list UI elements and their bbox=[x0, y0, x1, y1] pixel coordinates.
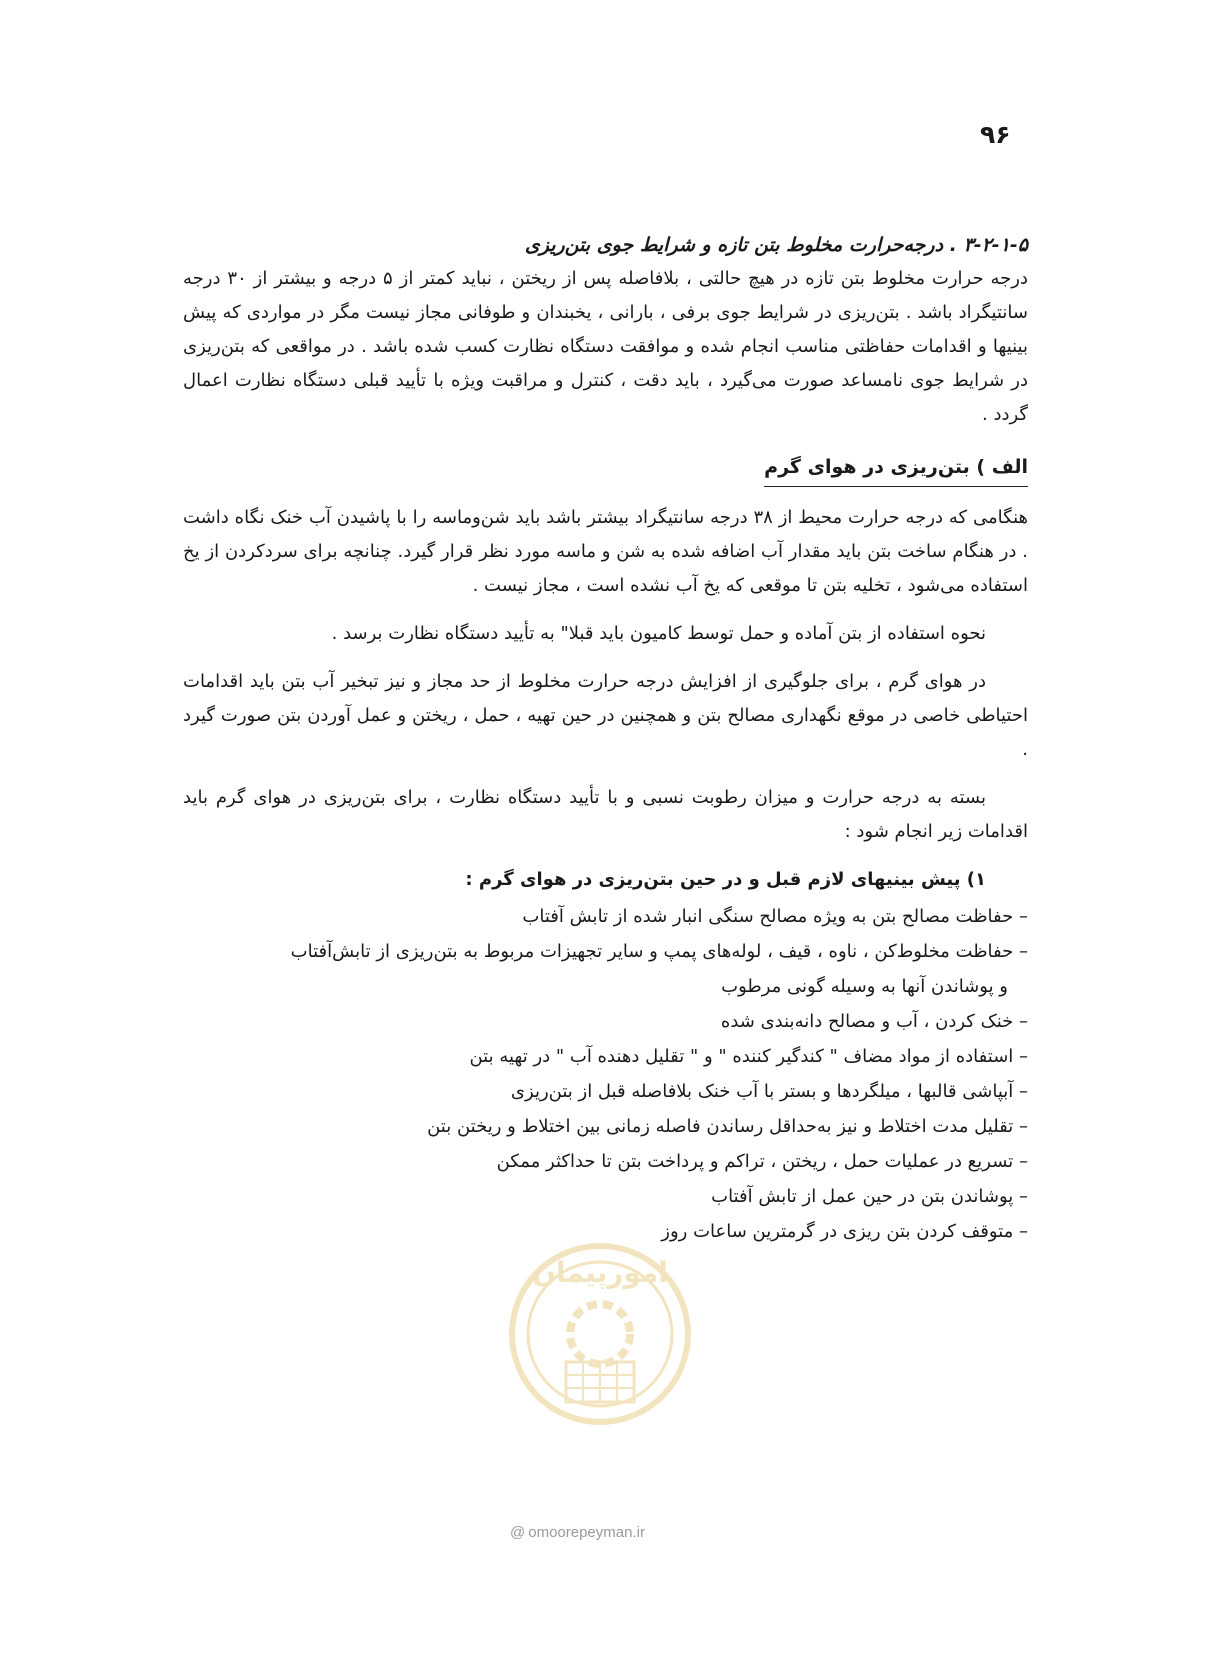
list-item: – استفاده از مواد مضاف " کندگیر کننده " و " تقلیل دهنده آب " در تهیه بتن bbox=[469, 1046, 1028, 1067]
page-content bbox=[183, 228, 1028, 1249]
watermark-site-text: omoorepeyman.ir bbox=[528, 1524, 645, 1541]
section-heading: ۳-۲-۱-۵ . درجه‌حرارت مخلوط بتن تازه و شرایط جوی بتن‌ریزی bbox=[524, 234, 1028, 256]
list-intro: ۱) پیش بینیهای لازم قبل و در حین بتن‌ریزی در هوای گرم : bbox=[465, 869, 986, 890]
list-item: – خنک کردن ، آب و مصالح دانه‌بندی شده bbox=[720, 1011, 1028, 1032]
intro-paragraph: درجه حرارت مخلوط بتن تازه در هیچ حالتی ، بلافاصله پس از ریختن ، نباید کمتر از ۵ درجه و بیشتر از ۳۰ درجه سانتیگراد باشد . بتن‌ریزی در شرایط جوی برفی ، بارانی ، یخبندان و طوفانی مجاز نیست مگر در مواردی که پیش بینیها و اقدامات حفاظتی مناسب انجام شده و موافقت دستگاه نظارت کسب شده باشد . در مواقعی که بتن‌ریزی در شرایط جوی نامساعد صورت می‌گیرد ، باید دقت ، کنترل و مراقبت ویژه با تأیید قبلی دستگاه نظارت اعمال گردد . bbox=[183, 268, 1028, 425]
watermark-seal-text: امورپیمان bbox=[532, 1256, 668, 1289]
at-icon: @ bbox=[510, 1524, 526, 1541]
list-item: – تقلیل مدت اختلاط و نیز به‌حداقل رساندن فاصله زمانی بین اختلاط و ریختن بتن bbox=[427, 1116, 1028, 1137]
list-item bbox=[183, 934, 1028, 1004]
paragraph-humidity-measures: بسته به درجه حرارت و میزان رطوبت نسبی و با تأیید دستگاه نظارت ، برای بتن‌ریزی در هوای گرم باید اقدامات زیر انجام شود : bbox=[183, 787, 1028, 842]
list-item: – پوشاندن بتن در حین عمل از تابش آفتاب bbox=[711, 1186, 1028, 1207]
paragraph-hot-weather-precautions: در هوای گرم ، برای جلوگیری از افزایش درجه حرارت مخلوط از حد مجاز و نیز تبخیر آب بتن باید اقدامات احتیاطی خاصی در موقع نگهداری مصالح بتن و همچنین در حین تهیه ، حمل ، ریختن و عمل آوردن بتن صورت گیرد . bbox=[183, 671, 1028, 760]
list-item: – آبپاشی قالبها ، میلگردها و بستر با آب خنک بلافاصله قبل از بتن‌ریزی bbox=[510, 1081, 1028, 1102]
page-number: ۹۶ bbox=[980, 120, 1011, 149]
watermark-seal bbox=[500, 1222, 700, 1452]
list-item: – حفاظت مصالح بتن به ویژه مصالح سنگی انبار شده از تابش آفتاب bbox=[522, 906, 1028, 927]
paragraph-ambient-temperature: هنگامی که درجه حرارت محیط از ۳۸ درجه سانتیگراد بیشتر باشد باید شن‌وماسه را با پاشیدن آب خنک نگاه داشت . در هنگام ساخت بتن باید مقدار آب اضافه شده به شن و ماسه مورد نظر قرار گیرد. چنانچه برای سردکردن از یخ استفاده می‌شود ، تخلیه بتن تا موقعی که یخ آب نشده است ، مجاز نیست . bbox=[183, 507, 1028, 596]
list-item-continuation: و پوشاندن آنها به وسیله گونی مرطوب bbox=[721, 976, 1008, 997]
list-item: – متوقف کردن بتن ریزی در گرمترین ساعات روز bbox=[661, 1221, 1028, 1242]
watermark-site bbox=[510, 1524, 645, 1541]
list-item-text: – حفاظت مخلوط‌کن ، ناوه ، قیف ، لوله‌های پمپ و سایر تجهیزات مربوط به بتن‌ریزی از تابش‌آفتاب bbox=[290, 941, 1028, 962]
paragraph-ready-mix: نحوه استفاده از بتن آماده و حمل توسط کامیون باید قبلا" به تأیید دستگاه نظارت برسد . bbox=[331, 623, 986, 644]
measures-list bbox=[183, 899, 1028, 1249]
sub-heading-hot-weather: الف ) بتن‌ریزی در هوای گرم bbox=[764, 450, 1028, 487]
list-item: – تسریع در عملیات حمل ، ریختن ، تراکم و پرداخت بتن تا حداکثر ممکن bbox=[496, 1151, 1028, 1172]
